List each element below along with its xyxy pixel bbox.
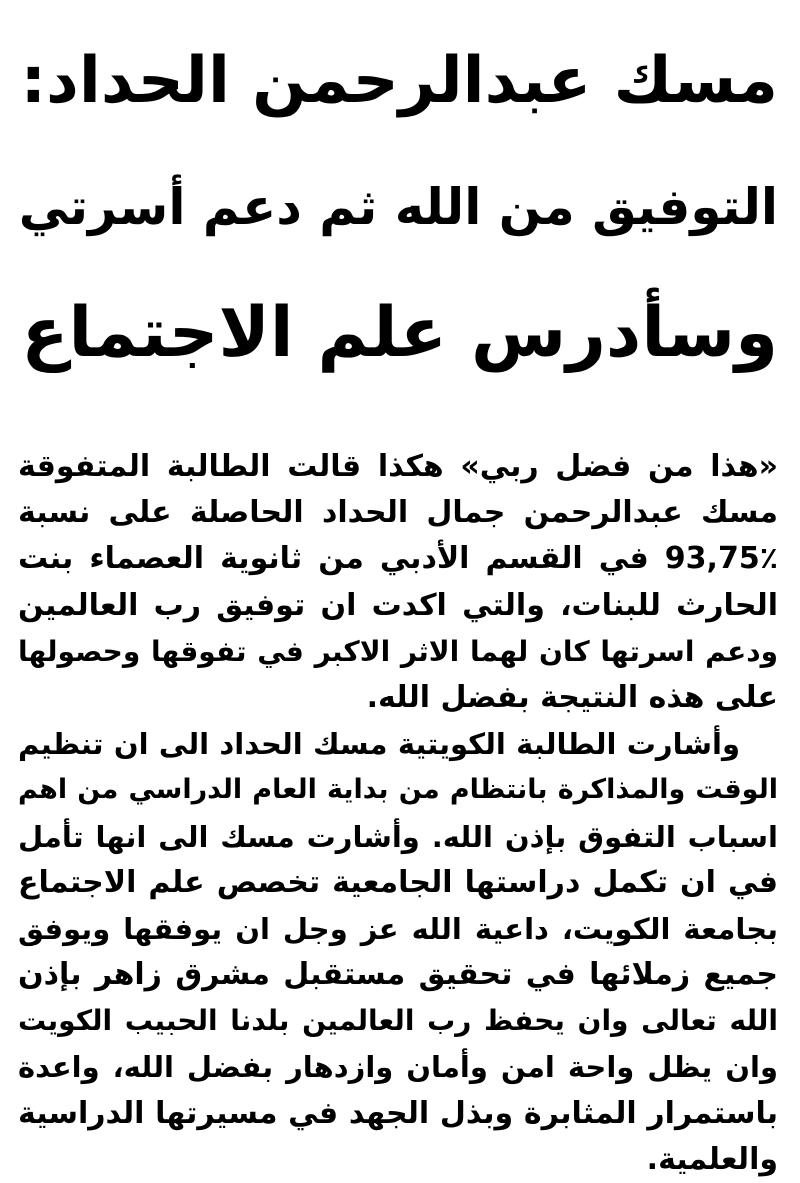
article-body	[18, 444, 778, 1183]
article-line: والعلمية.	[646, 1141, 778, 1177]
article-line: وأشارت الطالبة الكويتية مسك الحداد الى ان تنظيم	[18, 727, 740, 762]
article-line: مسك عبدالرحمن جمال الحداد الحاصلة على نسبة	[18, 495, 778, 531]
article-line: باستمرار المثابرة وبذل الجهد في مسيرتها الدراسية	[18, 1095, 778, 1131]
article-line: «هذا من فضل ربي» هكذا قالت الطالبة المتفوقة	[18, 449, 778, 484]
headline-line-1: مسك عبدالرحمن الحداد:	[20, 44, 778, 118]
article-line: 93,75٪ في القسم الأدبي من ثانوية العصماء بنت	[18, 541, 778, 577]
article-line: الله تعالى وان يحفظ رب العالمين بلدنا الحبيب الكويت	[18, 1004, 778, 1038]
headline-line-2: التوفيق من الله ثم دعم أسرتي	[18, 178, 778, 236]
headline	[18, 18, 778, 396]
article-line: ودعم اسرتها كان لهما الاثر الاكبر في تفوقها وحصولها	[18, 634, 778, 668]
article-line: في ان تكمل دراستها الجامعية تخصص علم الاجتماع	[18, 864, 778, 900]
article-line: الحارث للبنات، والتي اكدت ان توفيق رب العالمين	[18, 587, 778, 623]
headline-line-3: وسأدرس علم الاجتماع	[21, 293, 778, 373]
article-line: على هذه النتيجة بفضل الله.	[366, 679, 778, 715]
article-line: جميع زملائها في تحقيق مستقبل مشرق زاهر بإذن	[18, 957, 778, 993]
article-line: الوقت والمذاكرة بانتظام من بداية العام الدراسي من اهم	[18, 774, 778, 806]
article-line: وان يظل واحة امن وأمان وازدهار بفضل الله، واعدة	[18, 1050, 778, 1085]
article-line: اسباب التفوق بإذن الله. وأشارت مسك الى انها تأمل	[18, 819, 778, 854]
article-line: بجامعة الكويت، داعية الله عز وجل ان يوفقها ويوفق	[18, 911, 778, 946]
